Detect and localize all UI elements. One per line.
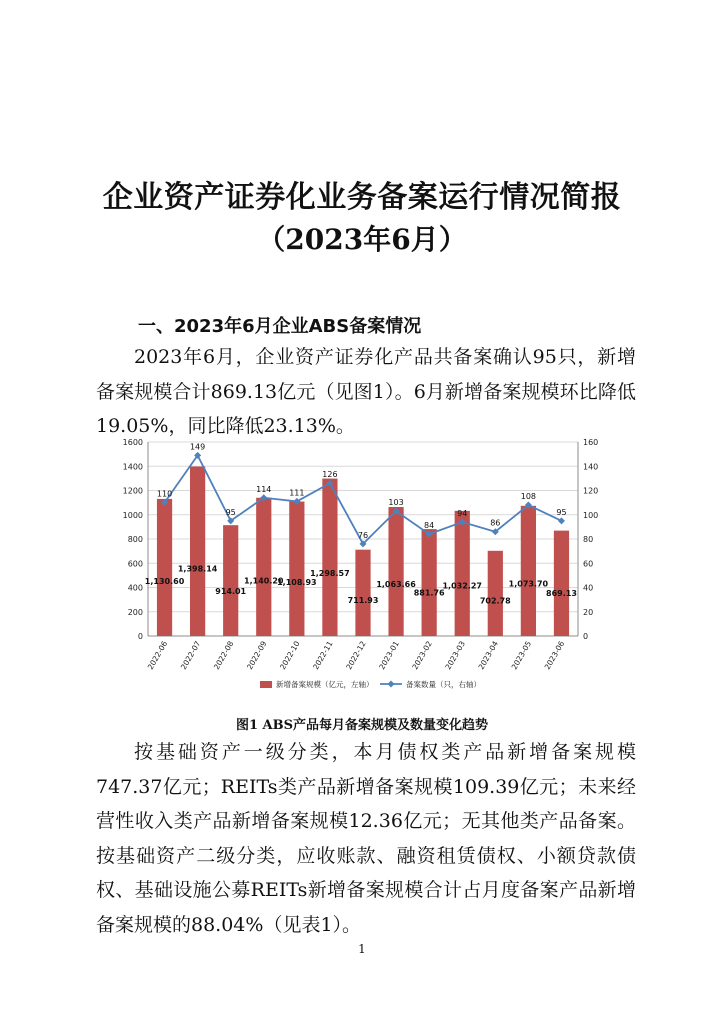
section-heading: 一、2023年6月企业ABS备案情况 — [138, 316, 422, 337]
right-tick-label: 20 — [583, 607, 594, 617]
left-tick-label: 1000 — [122, 510, 143, 520]
x-tick-label: 2022-07 — [178, 639, 203, 672]
page-number: 1 — [358, 942, 366, 956]
bar — [488, 551, 503, 636]
legend-bar-label: 新增备案规模（亿元，左轴） — [276, 680, 374, 689]
report-title: 企业资产证券化业务备案运行情况简报 — [102, 180, 622, 215]
bar-value-label: 1,108.93 — [277, 577, 317, 587]
x-tick-label: 2023-06 — [542, 639, 567, 672]
count-value-label: 108 — [520, 492, 537, 502]
chart-legend — [260, 679, 481, 690]
right-tick-label: 60 — [583, 559, 594, 569]
count-value-label: 114 — [256, 484, 272, 494]
bar — [157, 499, 172, 636]
count-value-label: 149 — [189, 442, 206, 452]
count-value-label: 94 — [457, 509, 468, 519]
x-tick-label: 2023-04 — [476, 639, 501, 672]
bar — [190, 466, 205, 636]
bar — [289, 502, 304, 636]
x-tick-label: 2022-06 — [145, 639, 170, 672]
x-tick-label: 2023-03 — [443, 639, 467, 672]
x-tick-label: 2023-02 — [410, 639, 434, 672]
bar-value-label: 914.01 — [215, 586, 247, 596]
legend-line-marker — [388, 681, 395, 688]
bar-value-label: 1,130.60 — [144, 576, 185, 586]
line-data-labels — [157, 442, 567, 540]
count-value-label: 110 — [156, 489, 173, 499]
right-axis-ticks — [583, 438, 598, 641]
bar-value-label: 702.78 — [479, 596, 511, 606]
x-tick-label: 2023-01 — [377, 639, 401, 672]
x-tick-label: 2022-08 — [211, 639, 236, 672]
right-tick-label: 120 — [583, 486, 599, 496]
count-value-label: 76 — [357, 530, 369, 540]
bar — [455, 511, 470, 636]
report-subtitle: （2023年6月） — [257, 223, 467, 256]
left-tick-label: 200 — [127, 607, 143, 617]
x-tick-label: 2023-05 — [509, 639, 534, 672]
count-value-label: 126 — [322, 470, 338, 480]
legend-bar-swatch — [260, 681, 272, 688]
x-axis-labels — [146, 639, 566, 671]
bar-value-label: 1,063.66 — [376, 579, 416, 589]
bar-series — [157, 466, 569, 636]
paragraph-1: 2023年6月，企业资产证券化产品共备案确认95只，新增备案规模合计869.13亿元（见图1）。6月新增备案规模环比降低19.05%，同比降低23.13%。 — [96, 346, 636, 437]
left-tick-label: 600 — [127, 559, 143, 569]
figure-caption: 图1 ABS产品每月备案规模及数量变化趋势 — [235, 718, 489, 733]
x-tick-label: 2022-12 — [344, 639, 368, 672]
bar — [355, 550, 370, 636]
bar-value-label: 1,073.70 — [508, 579, 549, 589]
left-tick-label: 800 — [127, 535, 143, 544]
bar-value-label: 711.93 — [347, 596, 379, 606]
right-tick-label: 40 — [583, 583, 594, 593]
count-value-label: 111 — [289, 488, 305, 498]
right-tick-label: 100 — [583, 510, 599, 520]
x-tick-label: 2022-10 — [278, 639, 302, 672]
left-tick-label: 0 — [137, 632, 143, 641]
left-tick-label: 1200 — [122, 486, 143, 496]
count-value-label: 84 — [424, 521, 435, 531]
bar — [422, 529, 437, 636]
count-value-label: 86 — [490, 518, 501, 528]
right-tick-label: 0 — [583, 632, 589, 641]
bar-value-label: 869.13 — [546, 588, 577, 598]
bar-value-label: 1,298.57 — [310, 569, 350, 579]
count-value-label: 95 — [225, 507, 236, 517]
abs-chart — [110, 434, 620, 704]
bar-value-label: 1,140.20 — [244, 576, 284, 586]
left-tick-label: 1600 — [122, 438, 143, 447]
bar — [388, 507, 403, 636]
count-value-label: 95 — [556, 507, 567, 517]
bar — [521, 506, 536, 636]
left-axis-ticks — [123, 438, 143, 641]
count-value-label: 103 — [388, 498, 404, 508]
legend-line-label: 备案数量（只，右轴） — [406, 680, 481, 689]
bar — [322, 479, 337, 636]
left-tick-label: 1400 — [122, 462, 143, 472]
bar — [256, 498, 271, 636]
paragraph-2: 按基础资产一级分类，本月债权类产品新增备案规模747.37亿元；REITs类产品新增备案规模109.39亿元；未来经营性收入类产品新增备案规模12.36亿元；无其他类产品备案。按基础资产二级分类，应收账款、融资租赁债权、小额贷款债权、基础设施公募REITs新增备案规模合计占月度备案产品新增备案规模的88.04%（见表1）。 — [96, 741, 636, 936]
bar-value-label: 1,032.27 — [442, 581, 482, 591]
x-tick-label: 2022-09 — [245, 639, 269, 672]
bar — [223, 525, 238, 636]
x-tick-label: 2022-11 — [311, 639, 335, 672]
right-tick-label: 140 — [583, 462, 599, 472]
left-tick-label: 400 — [127, 583, 143, 593]
right-tick-label: 80 — [583, 535, 594, 544]
bar-value-label: 1,398.14 — [177, 564, 218, 574]
right-tick-label: 160 — [583, 438, 599, 447]
bar — [554, 531, 569, 636]
bar-value-label: 881.76 — [413, 588, 445, 598]
count-marker — [558, 517, 565, 524]
